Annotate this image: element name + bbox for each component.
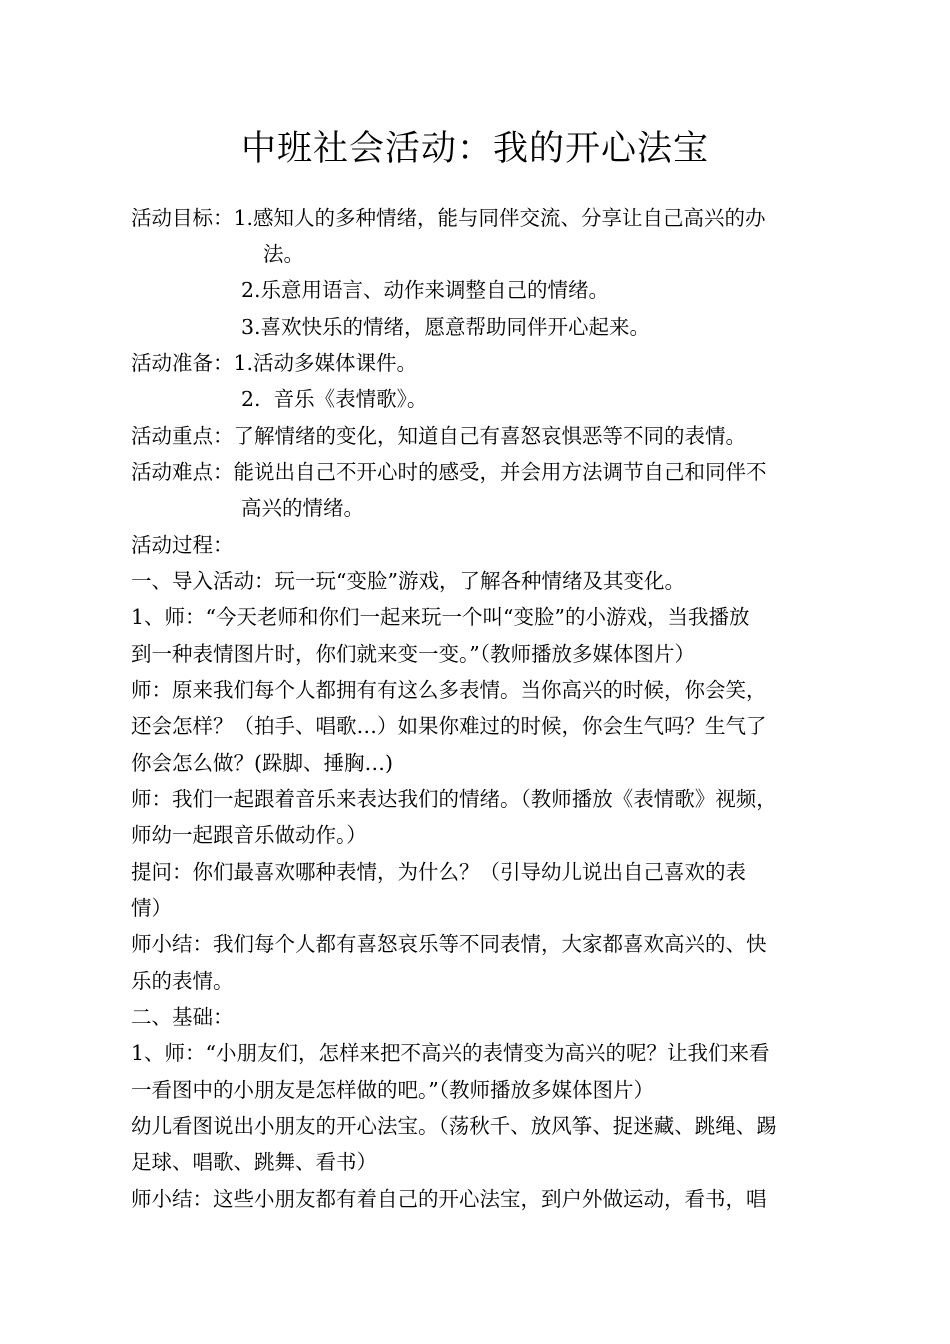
text-line: 3.喜欢快乐的情绪，愿意帮助同伴开心起来。	[241, 315, 651, 339]
text-line: 1、师：“今天老师和你们一起来玩一个叫“变脸”的小游戏，当我播放	[131, 605, 750, 629]
text-line: 还会怎样？（拍手、唱歌…）如果你难过的时候，你会生气吗？生气了	[131, 714, 767, 738]
text-line: 到一种表情图片时，你们就来变一变。”（教师播放多媒体图片）	[131, 642, 695, 666]
text-line: 活动准备：1.活动多媒体课件。	[131, 351, 418, 375]
text-line: 2.乐意用语言、动作来调整自己的情绪。	[241, 278, 610, 302]
text-line: 2. 音乐《表情歌》。	[241, 387, 428, 411]
text-line: 一看图中的小朋友是怎样做的吧。”（教师播放多媒体图片）	[131, 1078, 654, 1102]
text-line: 法。	[263, 242, 304, 266]
text-line: 师：我们一起跟着音乐来表达我们的情绪。（教师播放《表情歌》视频，	[131, 787, 777, 811]
text-line: 活动过程：	[131, 533, 234, 557]
text-line: 1、师：“小朋友们，怎样来把不高兴的表情变为高兴的呢？让我们来看	[131, 1041, 770, 1065]
text-line: 活动重点：了解情绪的变化，知道自己有喜怒哀惧恶等不同的表情。	[131, 424, 746, 448]
text-line: 活动目标：1.感知人的多种情绪，能与同伴交流、分享让自己高兴的办	[131, 206, 766, 230]
text-line: 师小结：这些小朋友都有着自己的开心法宝，到户外做运动，看书，唱	[131, 1187, 767, 1211]
section-heading: 二、基础：	[131, 1005, 234, 1029]
text-line: 足球、唱歌、跳舞、看书）	[131, 1150, 377, 1174]
text-line: 幼儿看图说出小朋友的开心法宝。（荡秋千、放风筝、捉迷藏、跳绳、踢	[131, 1114, 777, 1138]
text-line: 师小结：我们每个人都有喜怒哀乐等不同表情，大家都喜欢高兴的、快	[131, 932, 767, 956]
text-line: 活动难点：能说出自己不开心时的感受，并会用方法调节自己和同伴不	[131, 460, 767, 484]
text-line: 一、导入活动：玩一玩“变脸”游戏，了解各种情绪及其变化。	[131, 569, 685, 593]
text-line: 提问：你们最喜欢哪种表情，为什么？（引导幼儿说出自己喜欢的表	[131, 860, 746, 884]
text-line: 高兴的情绪。	[241, 496, 364, 520]
text-line: 师：原来我们每个人都拥有有这么多表情。当你高兴的时候，你会笑，	[131, 678, 767, 702]
document-title: 中班社会活动：我的开心法宝	[240, 129, 709, 169]
text-line: 你会怎么做？(跺脚、捶胸…)	[131, 751, 393, 775]
text-line: 师幼一起跟音乐做动作。）	[131, 823, 367, 847]
text-line: 乐的表情。	[131, 969, 234, 993]
text-line: 情）	[131, 896, 172, 920]
